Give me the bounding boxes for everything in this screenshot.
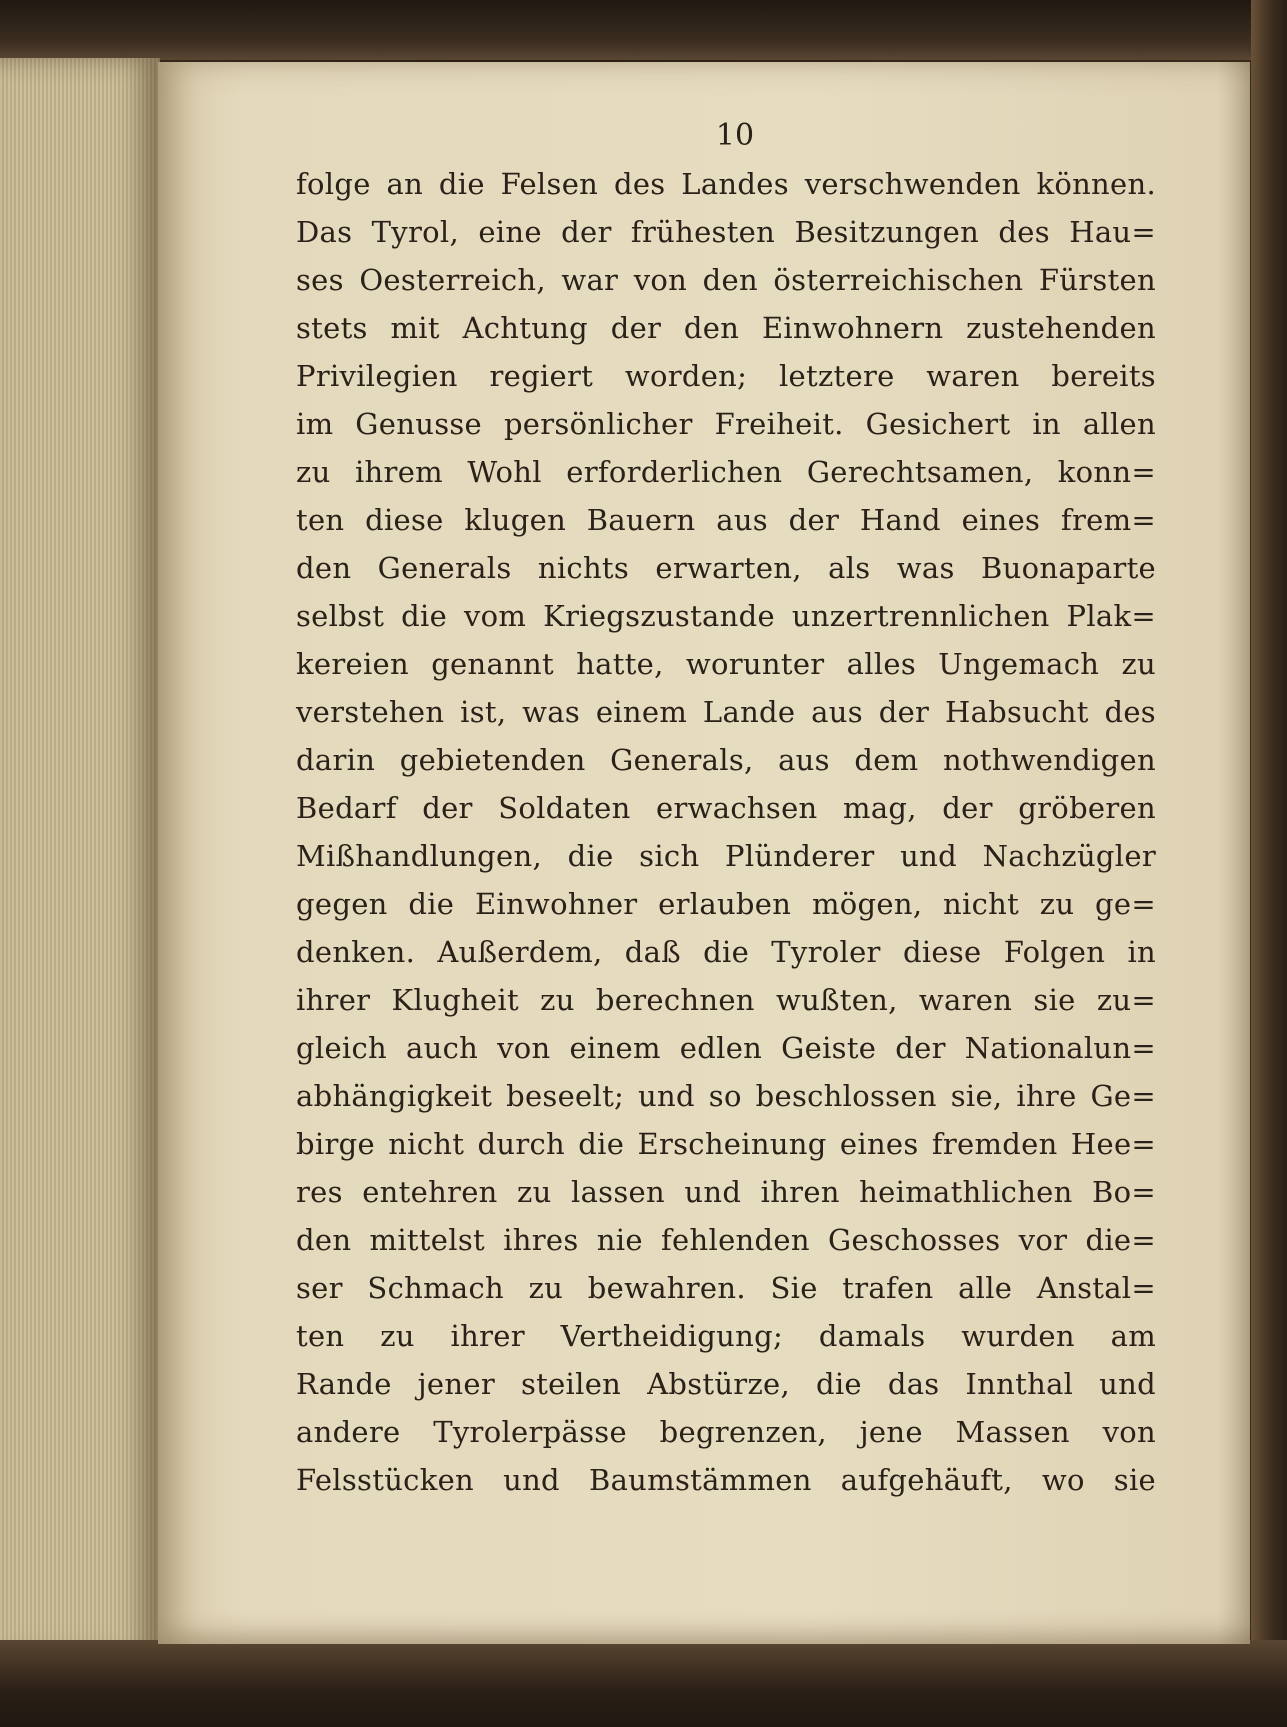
text-line: denken. Außerdem, daß die Tyroler diese Folgen in xyxy=(296,935,1156,969)
text-line: res entehren zu lassen und ihren heimathlichen Bo= xyxy=(296,1175,1156,1209)
text-line: Das Tyrol, eine der frühesten Besitzungen des Hau= xyxy=(296,215,1156,249)
text-line: Felsstücken und Baumstämmen aufgehäuft, wo sie xyxy=(296,1463,1156,1497)
text-line: ten diese klugen Bauern aus der Hand eines frem= xyxy=(296,503,1156,537)
page-text xyxy=(296,160,1156,1504)
text-line: im Genusse persönlicher Freiheit. Gesichert in allen xyxy=(296,407,1156,441)
text-line: ser Schmach zu bewahren. Sie trafen alle Anstal= xyxy=(296,1271,1156,1305)
text-line: Mißhandlungen, die sich Plünderer und Nachzügler xyxy=(296,839,1156,873)
book-cover-right xyxy=(1251,0,1287,1727)
text-line: Privilegien regiert worden; letztere waren bereits xyxy=(296,359,1156,393)
text-line: ten zu ihrer Vertheidigung; damals wurden am xyxy=(296,1319,1156,1353)
text-line: den mittelst ihres nie fehlenden Geschosses vor die= xyxy=(296,1223,1156,1257)
text-line: folge an die Felsen des Landes verschwenden können. xyxy=(296,167,1156,201)
text-line: selbst die vom Kriegszustande unzertrennlichen Plak= xyxy=(296,599,1156,633)
text-line: gegen die Einwohner erlauben mögen, nicht zu ge= xyxy=(296,887,1156,921)
text-line: andere Tyrolerpässe begrenzen, jene Massen von xyxy=(296,1415,1156,1449)
text-line: birge nicht durch die Erscheinung eines fremden Hee= xyxy=(296,1127,1156,1161)
text-line: verstehen ist, was einem Lande aus der Habsucht des xyxy=(296,695,1156,729)
text-line: ses Oesterreich, war von den österreichischen Fürsten xyxy=(296,263,1156,297)
text-line: Bedarf der Soldaten erwachsen mag, der gröberen xyxy=(296,791,1156,825)
text-line: kereien genannt hatte, worunter alles Ungemach zu xyxy=(296,647,1156,681)
book-cover-top xyxy=(0,0,1287,60)
text-line: zu ihrem Wohl erforderlichen Gerechtsamen, konn= xyxy=(296,455,1156,489)
text-line: darin gebietenden Generals, aus dem nothwendigen xyxy=(296,743,1156,777)
book-bottom-edge xyxy=(0,1640,1287,1727)
page-fold-shadow xyxy=(1218,62,1250,1644)
text-line: abhängigkeit beseelt; und so beschlossen sie, ihre Ge= xyxy=(296,1079,1156,1113)
text-line: Rande jener steilen Abstürze, die das Innthal und xyxy=(296,1367,1156,1401)
text-line: gleich auch von einem edlen Geiste der Nationalun= xyxy=(296,1031,1156,1065)
text-line: den Generals nichts erwarten, als was Buonaparte xyxy=(296,551,1156,585)
text-line: stets mit Achtung der den Einwohnern zustehenden xyxy=(296,311,1156,345)
text-line: ihrer Klugheit zu berechnen wußten, waren sie zu= xyxy=(296,983,1156,1017)
page-number: 10 xyxy=(715,118,755,153)
page-block-edges xyxy=(0,58,160,1658)
